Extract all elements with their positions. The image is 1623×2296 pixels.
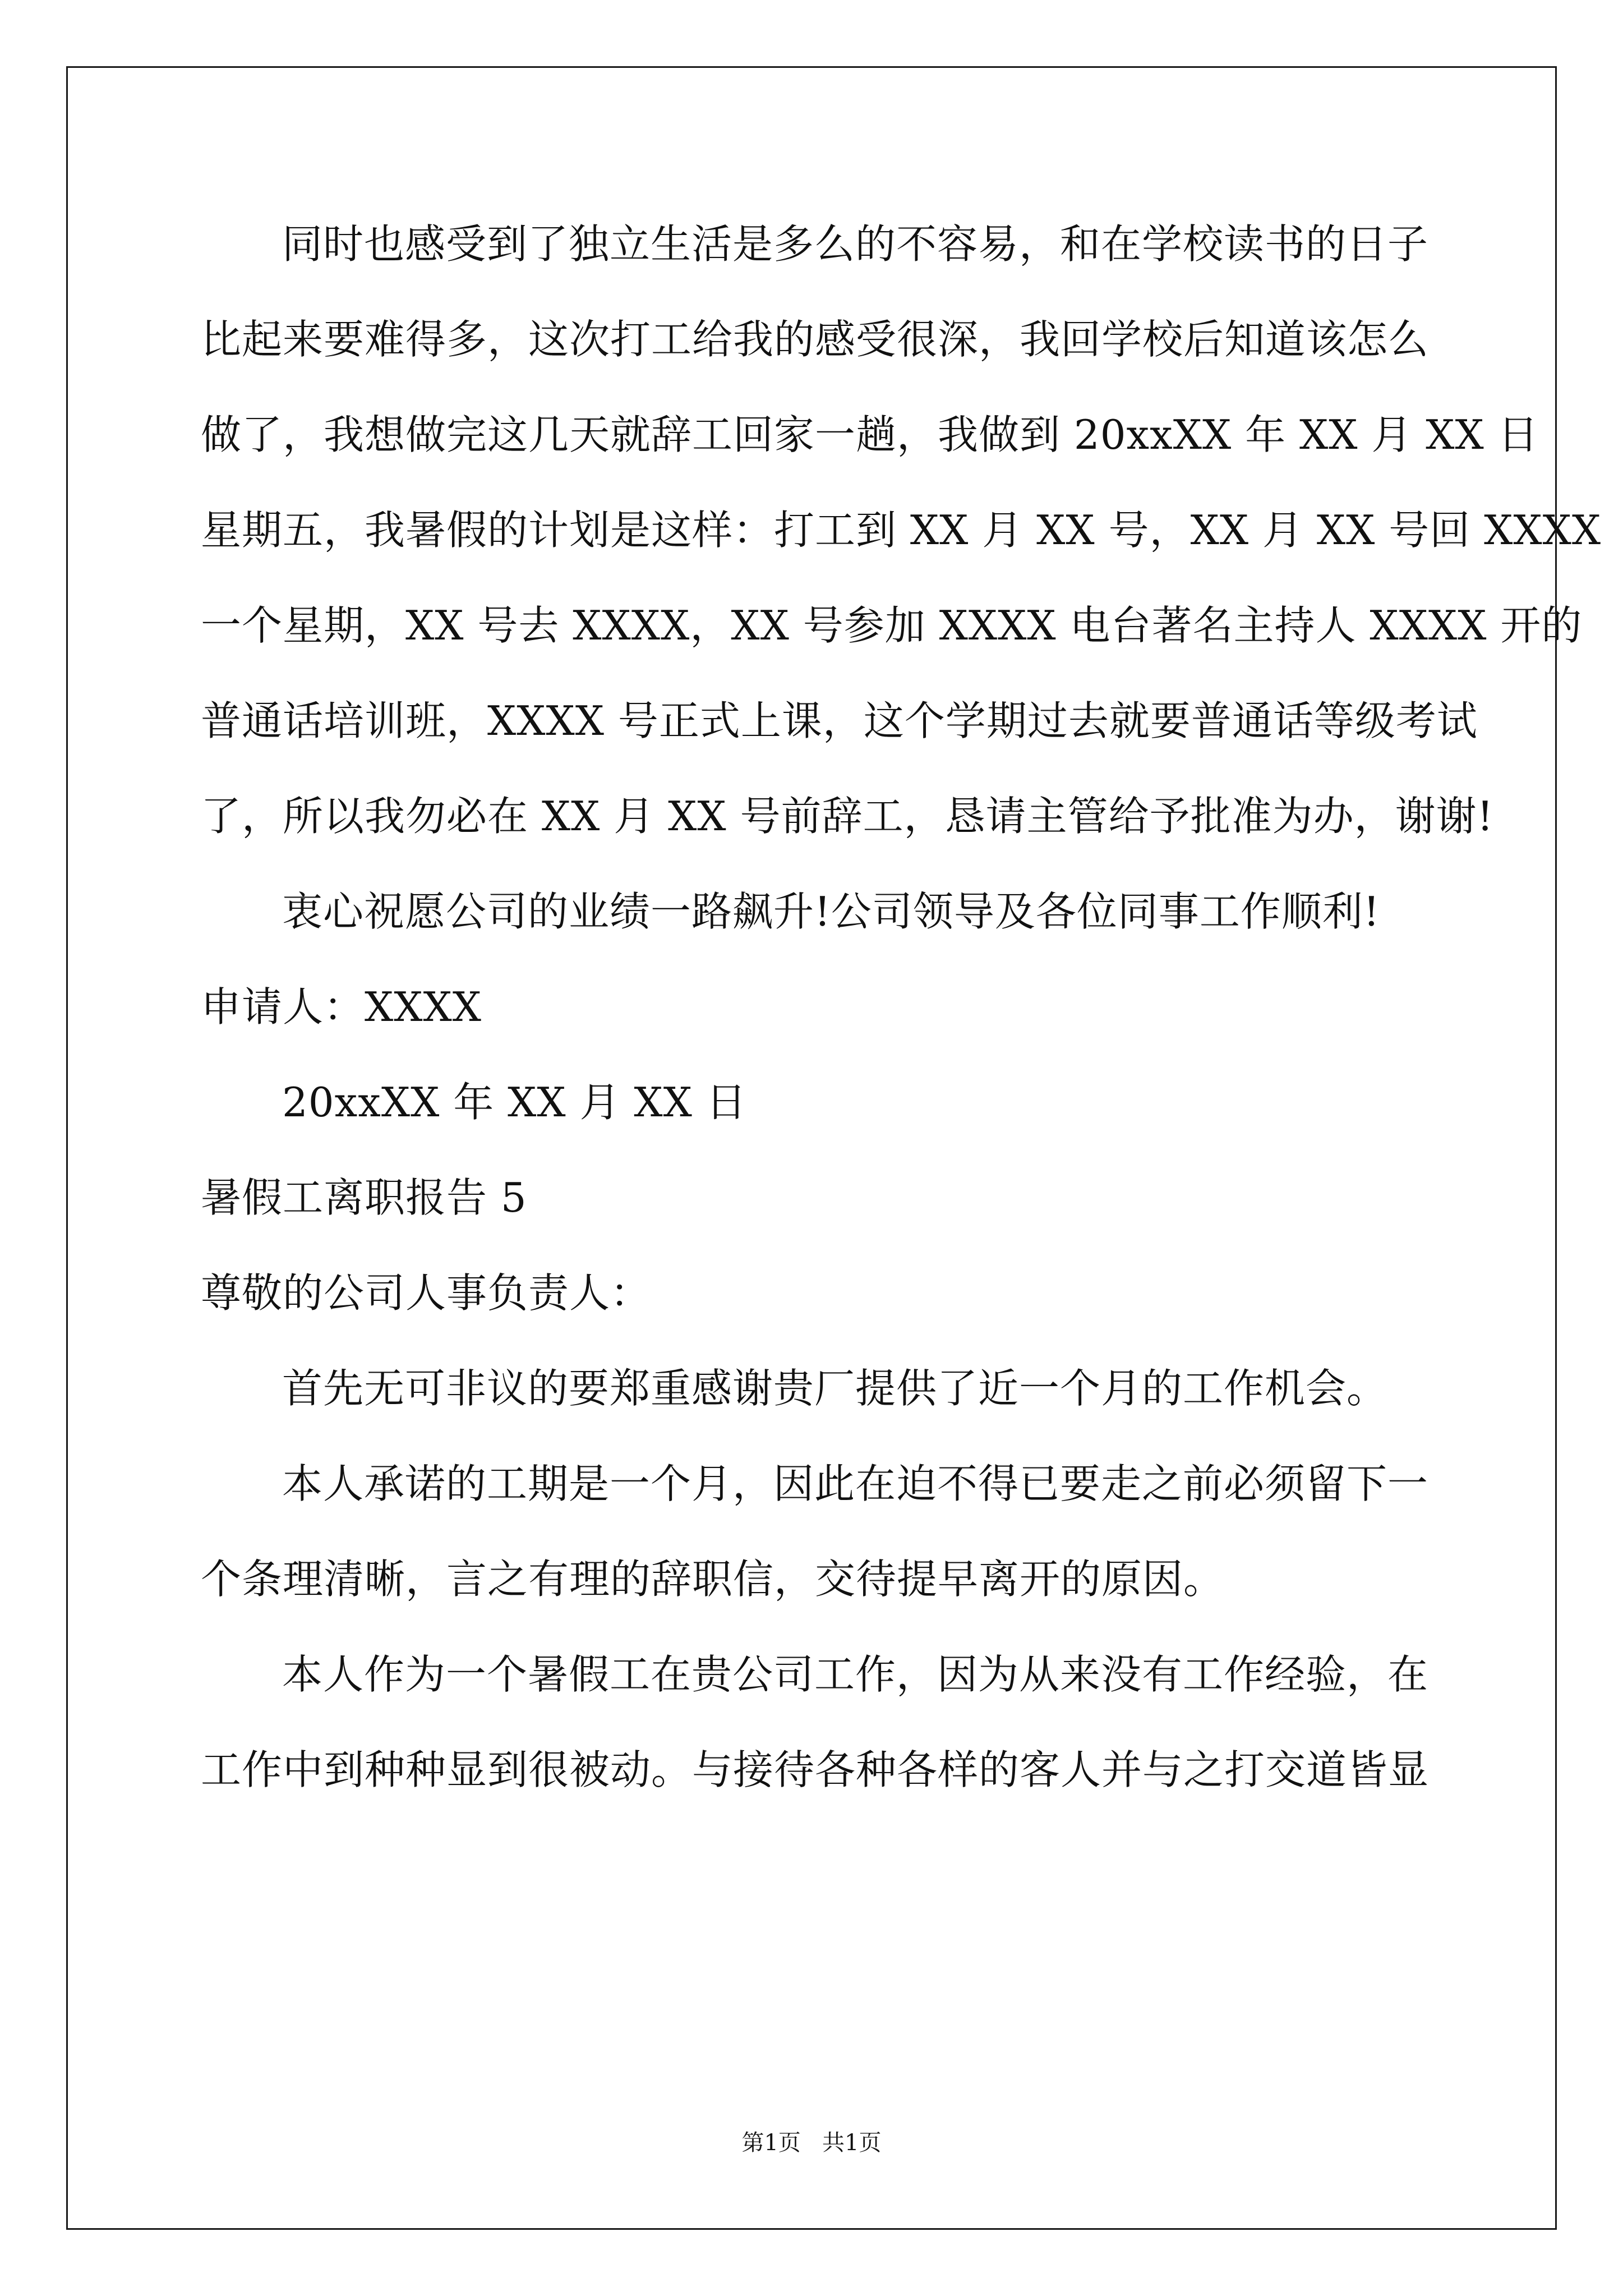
salutation: 尊敬的公司人事负责人：	[201, 1269, 652, 1317]
page-number-footer: 第1页 共1页	[741, 2130, 882, 2156]
section-title: 暑假工离职报告 5	[201, 1174, 527, 1221]
paragraph-line: 个条理清晰，言之有理的辞职信，交待提早离开的原因。	[201, 1556, 1225, 1603]
paragraph-line: 比起来要难得多，这次打工给我的感受很深，我回学校后知道该怎么	[201, 316, 1430, 363]
paragraph-line: 首先无可非议的要郑重感谢贵厂提供了近一个月的工作机会。	[282, 1365, 1388, 1412]
paragraph-line: 工作中到种种显到很被动。与接待各种各样的客人并与之打交道皆显	[201, 1746, 1430, 1793]
paragraph-line: 本人作为一个暑假工在贵公司工作，因为从来没有工作经验，在	[282, 1651, 1429, 1698]
paragraph-line: 一个星期，XX 号去 XXXX，XX 号参加 XXXX 电台著名主持人 XXXX 开的	[201, 602, 1583, 649]
paragraph-line: 本人承诺的工期是一个月，因此在迫不得已要走之前必须留下一	[282, 1460, 1429, 1507]
page-border	[66, 66, 1557, 2230]
date-line: 20xxXX 年 XX 月 XX 日	[282, 1079, 747, 1126]
paragraph-line: 星期五，我暑假的计划是这样：打工到 XX 月 XX 号，XX 月 XX 号回 XXXX	[201, 507, 1602, 554]
paragraph-line: 衷心祝愿公司的业绩一路飙升!公司领导及各位同事工作顺利!	[282, 888, 1380, 935]
paragraph-line: 同时也感受到了独立生活是多么的不容易，和在学校读书的日子	[282, 220, 1429, 268]
paragraph-line: 普通话培训班，XXXX 号正式上课，这个学期过去就要普通话等级考试	[201, 697, 1478, 744]
applicant-line: 申请人：XXXX	[201, 983, 482, 1030]
paragraph-line: 做了，我想做完这几天就辞工回家一趟，我做到 20xxXX 年 XX 月 XX 日	[201, 411, 1539, 458]
paragraph-line: 了，所以我勿必在 XX 月 XX 号前辞工，恳请主管给予批准为办，谢谢!	[201, 793, 1494, 840]
